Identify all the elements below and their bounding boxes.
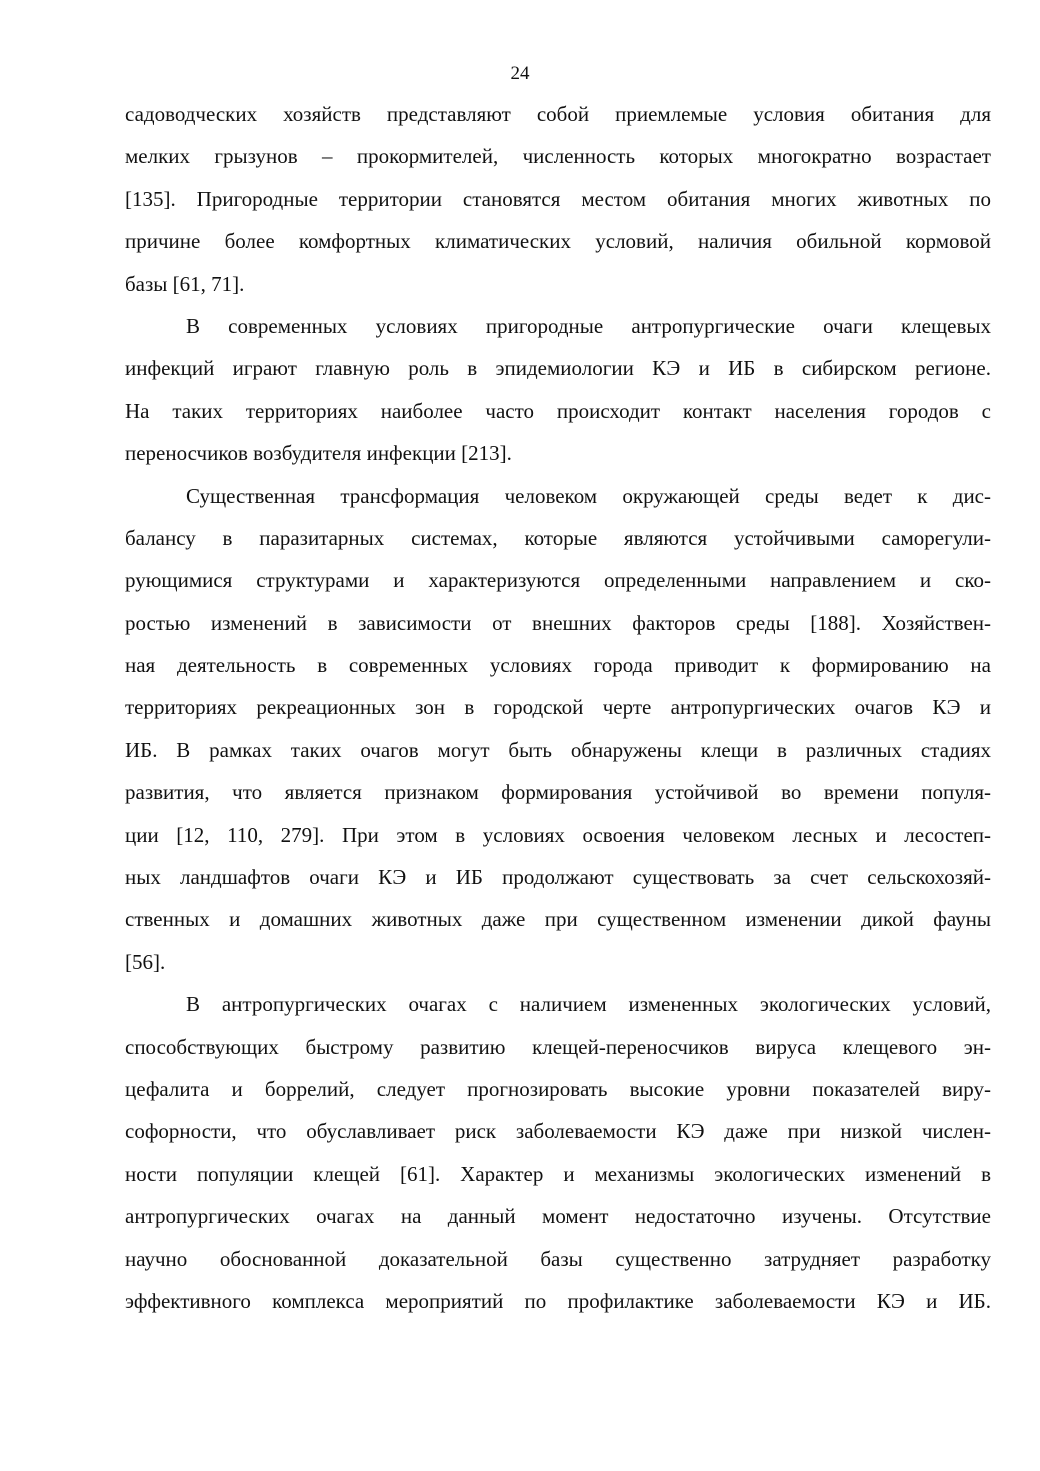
text-line: инфекций играют главную роль в эпидемиологии КЭ и ИБ в сибирском регионе. — [125, 356, 991, 381]
paragraph — [125, 475, 991, 984]
text-line: В современных условиях пригородные антропургические очаги клещевых — [186, 313, 991, 338]
text-line: В антропургических очагах с наличием измененных экологических условий, — [186, 992, 991, 1017]
text-line: ная деятельность в современных условиях города приводит к формированию на — [125, 653, 991, 678]
text-line: ИБ. В рамках таких очагов могут быть обнаружены клещи в различных стадиях — [125, 737, 991, 762]
text-line: антропургических очагах на данный момент недостаточно изучены. Отсутствие — [125, 1204, 991, 1229]
text-line: переносчиков возбудителя инфекции [213]. — [125, 441, 512, 466]
text-line: эффективного комплекса мероприятий по профилактике заболеваемости КЭ и ИБ. — [125, 1288, 991, 1313]
text-line: ственных и домашних животных даже при существенном изменении дикой фауны — [125, 907, 991, 932]
text-line: садоводческих хозяйств представляют собой приемлемые условия обитания для — [125, 102, 991, 126]
text-line: базы [61, 71]. — [125, 271, 245, 296]
text-line: балансу в паразитарных системах, которые являются устойчивыми саморегули- — [125, 525, 991, 550]
text-line: [135]. Пригородные территории становятся местом обитания многих животных по — [125, 186, 991, 211]
body-text — [125, 93, 991, 1322]
text-line: причине более комфортных климатических условий, наличия обильной кормовой — [125, 229, 991, 254]
text-line: софорности, что обуславливает риск заболеваемости КЭ даже при низкой числен- — [125, 1119, 991, 1144]
page-number: 24 — [510, 63, 530, 84]
text-line: На таких территориях наиболее часто происходит контакт населения городов с — [125, 398, 991, 423]
text-line: [56]. — [125, 949, 166, 974]
text-line: ных ландшафтов очаги КЭ и ИБ продолжают существовать за счет сельскохозяй- — [125, 865, 991, 890]
paragraph — [125, 305, 991, 475]
paragraph — [125, 983, 991, 1322]
text-line: ции [12, 110, 279]. При этом в условиях освоения человеком лесных и лесостеп- — [125, 822, 991, 847]
text-line: ности популяции клещей [61]. Характер и механизмы экологических изменений в — [125, 1161, 991, 1186]
text-line: развития, что является признаком формирования устойчивой во времени популя- — [125, 780, 991, 805]
text-line: цефалита и боррелий, следует прогнозировать высокие уровни показателей виру- — [125, 1076, 991, 1101]
text-line: способствующих быстрому развитию клещей-переносчиков вируса клещевого эн- — [125, 1034, 991, 1059]
text-line: Существенная трансформация человеком окружающей среды ведет к дис- — [186, 483, 991, 508]
text-line: территориях рекреационных зон в городской черте антропургических очагов КЭ и — [125, 695, 991, 720]
text-line: ростью изменений в зависимости от внешних факторов среды [188]. Хозяйствен- — [125, 610, 991, 635]
text-line: научно обоснованной доказательной базы существенно затрудняет разработку — [125, 1246, 991, 1271]
text-line: рующимися структурами и характеризуются определенными направлением и ско- — [125, 568, 991, 593]
text-line: мелких грызунов – прокормителей, численность которых многократно возрастает — [125, 144, 991, 169]
paragraph — [125, 93, 991, 305]
